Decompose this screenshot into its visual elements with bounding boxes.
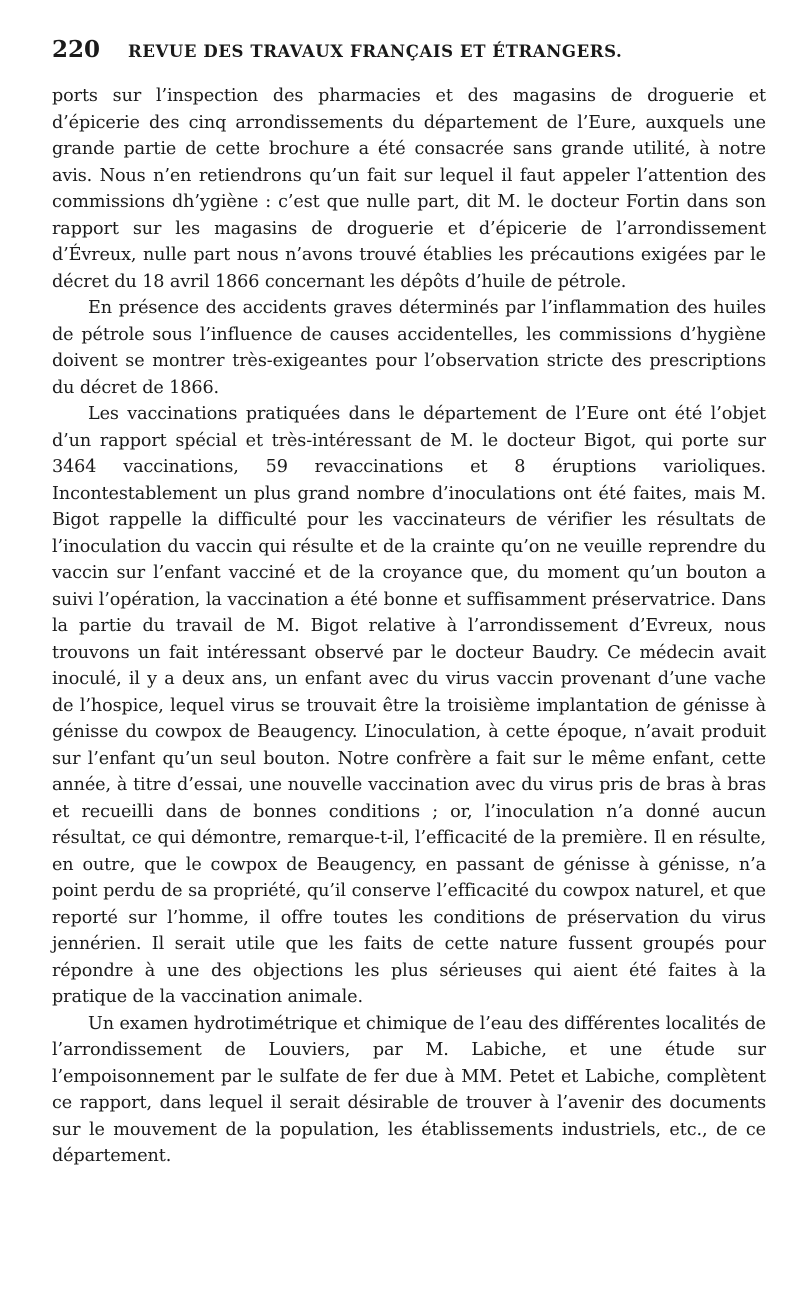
- running-head: REVUE DES TRAVAUX FRANÇAIS ET ÉTRANGERS.: [128, 42, 623, 61]
- paragraph-continuation: ports sur l’inspection des pharmacies et des magasins de droguerie et d’épicerie des cinq arrondissements du département de l’Eure, auxquels une grande partie de cette brochure a été consacrée sans grande utilité, à notre avis. Nous n’en retiendrons qu’un fait sur lequel il faut appeler l’attention des commissions dh’ygiène : c’est que nulle part, dit M. le docteur Fortin dans son rapport sur les magasins de droguerie et d’épicerie de l’arrondissement d’Évreux, nulle part nous n’avons trouvé établies les précautions exigées par le décret du 18 avril 1866 concernant les dépôts d’huile de pétrole.: [52, 86, 766, 292]
- body-text: [52, 83, 766, 1170]
- page-header: [52, 36, 766, 63]
- paragraph-vaccinations: Les vaccinations pratiquées dans le département de l’Eure ont été l’objet d’un rapport spécial et très-intéressant de M. le docteur Bigot, qui porte sur 3464 vaccinations, 59 revaccinations et 8 éruptions varioliques. Incontestablement un plus grand nombre d’inoculations ont été faites, mais M. Bigot rappelle la difficulté pour les vaccinateurs de vérifier les résultats de l’inoculation du vaccin qui résulte et de la crainte qu’on ne veuille reprendre du vaccin sur l’enfant vacciné et de la croyance que, du moment qu’un bouton a suivi l’opération, la vaccination a été bonne et suffisamment préservatrice. Dans la partie du travail de M. Bigot relative à l’arrondissement d’Evreux, nous trouvons un fait intéressant observé par le docteur Baudry. Ce médecin avait inoculé, il y a deux ans, un enfant avec du virus vaccin provenant d’une vache de l’hospice, lequel virus se trouvait être la troisième implantation de génisse à génisse du cowpox de Beaugency. L’inoculation, à cette époque, n’avait produit sur l’enfant qu’un seul bouton. Notre confrère a fait sur le même enfant, cette année, à titre d’essai, une nouvelle vaccination avec du virus pris de bras à bras et recueilli dans de bonnes conditions ; or, l’inoculation n’a donné aucun résultat, ce qui démontre, remarque-t-il, l’efficacité de la première. Il en résulte, en outre, que le cowpox de Beaugency, en passant de génisse à génisse, n’a point perdu de sa propriété, qu’il conserve l’efficacité du cowpox naturel, et que reporté sur l’homme, il offre toutes les conditions de préservation du virus jennérien. Il serait utile que les faits de cette nature fussent groupés pour répondre à une des objections les plus sérieuses qui aient été faites à la pratique de la vaccination animale.: [52, 404, 766, 1007]
- page-number: 220: [52, 36, 101, 63]
- paragraph-petrole: En présence des accidents graves déterminés par l’inflammation des huiles de pétrole sous l’influence de causes accidentelles, les commissions d’hygiène doivent se montrer très-exigeantes pour l’observation stricte des prescriptions du décret de 1866.: [52, 298, 766, 398]
- paragraph-louviers: Un examen hydrotimétrique et chimique de l’eau des différentes localités de l’arrondissement de Louviers, par M. Labiche, et une étude sur l’empoisonnement par le sulfate de fer due à MM. Petet et Labiche, complètent ce rapport, dans lequel il serait désirable de trouver à l’avenir des documents sur le mouvement de la population, les établissements industriels, etc., de ce département.: [52, 1013, 766, 1166]
